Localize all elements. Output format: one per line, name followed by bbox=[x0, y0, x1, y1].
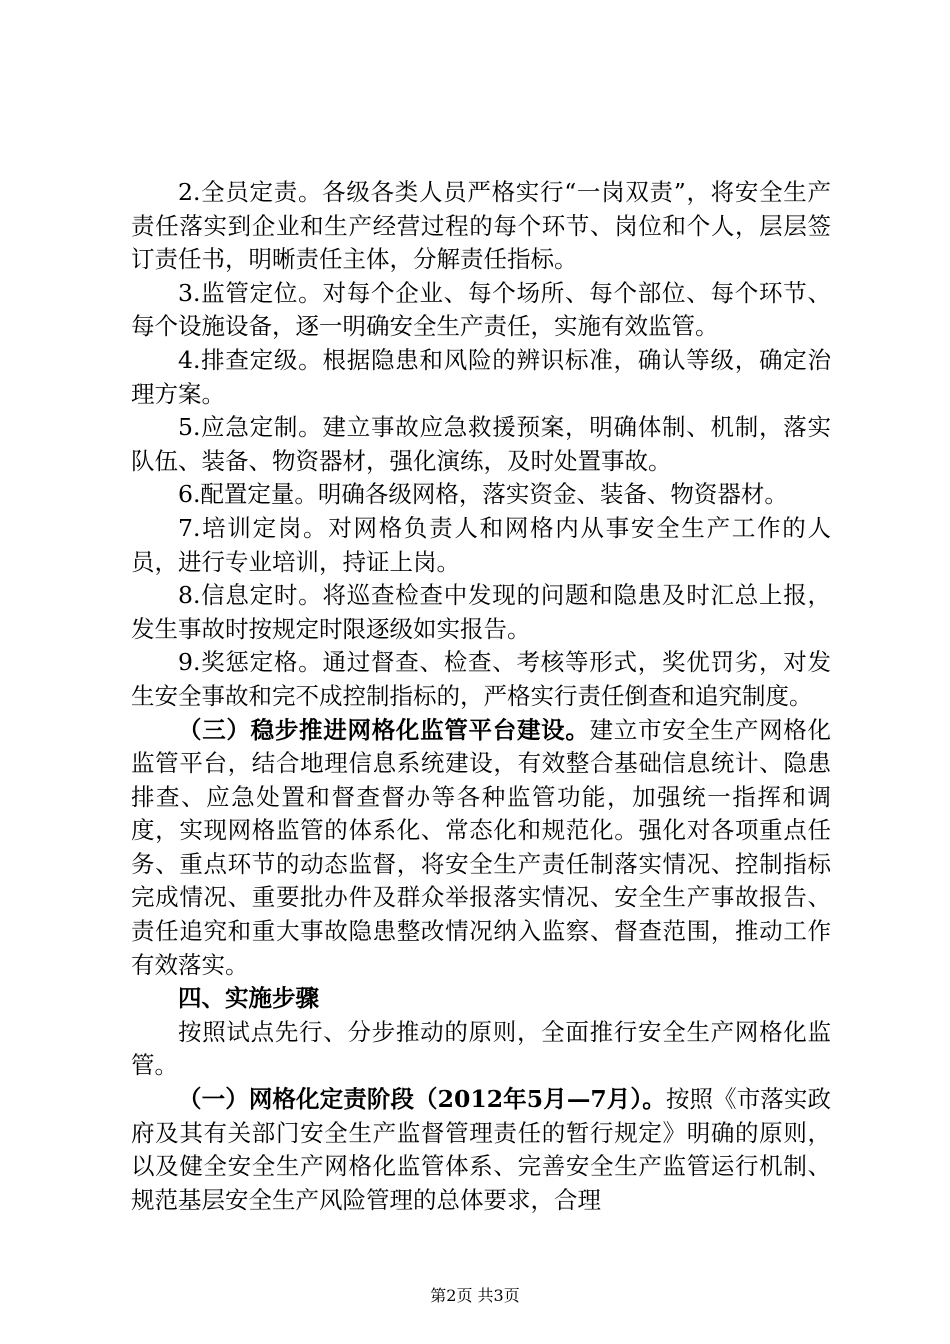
document-body bbox=[131, 176, 831, 1217]
paragraph-section-3: （三）稳步推进网格化监管平台建设。建立市安全生产网格化监管平台，结合地理信息系统建设，有效整合基础信息统计、隐患排查、应急处置和督查督办等各种监管功能，加强统一指挥和调度，实现网格监管的体系化、常态化和规范化。强化对各项重点任务、重点环节的动态监督，将安全生产责任制落实情况、控制指标完成情况、重要批办件及群众举报落实情况、安全生产事故报告、责任追究和重大事故隐患整改情况纳入监察、督查范围，推动工作有效落实。 bbox=[131, 715, 832, 979]
paragraph-item-3: 3.监管定位。对每个企业、每个场所、每个部位、每个环节、每个设施设备，逐一明确安全生产责任，实施有效监管。 bbox=[131, 278, 831, 341]
paragraph-principle: 按照试点先行、分步推动的原则，全面推行安全生产网格化监管。 bbox=[131, 1017, 831, 1080]
phase-heading-1: （一）网格化定责阶段（2012年5月—7月）。 bbox=[178, 1085, 666, 1114]
heading-implementation-steps bbox=[131, 982, 831, 1016]
chapter-heading-4: 四、实施步骤 bbox=[178, 984, 319, 1013]
paragraph-item-2: 2.全员定责。各级各类人员严格实行“一岗双责”，将安全生产责任落实到企业和生产经营过程的每个环节、岗位和个人，层层签订责任书，明晰责任主体，分解责任指标。 bbox=[131, 178, 831, 274]
paragraph-phase-1: （一）网格化定责阶段（2012年5月—7月）。按照《市落实政府及其有关部门安全生产监督管理责任的暂行规定》明确的原则，以及健全安全生产网格化监管体系、完善安全生产监管运行机制、规范基层安全生产风险管理的总体要求，合理 bbox=[131, 1085, 832, 1214]
paragraph-item-6: 6.配置定量。明确各级网格，落实资金、装备、物资器材。 bbox=[178, 480, 788, 509]
paragraph-item-4: 4.排查定级。根据隐患和风险的辨识标准，确认等级，确定治理方案。 bbox=[131, 345, 831, 408]
section-heading-3: （三）稳步推进网格化监管平台建设。 bbox=[178, 715, 590, 744]
paragraph-item-7: 7.培训定岗。对网格负责人和网格内从事安全生产工作的人员，进行专业培训，持证上岗。 bbox=[131, 513, 831, 576]
paragraph-item-9: 9.奖惩定格。通过督查、检查、考核等形式，奖优罚劣，对发生安全事故和完不成控制指标的，严格实行责任倒查和追究制度。 bbox=[131, 648, 831, 710]
paragraph-item-5: 5.应急定制。建立事故应急救援预案，明确体制、机制，落实队伍、装备、物资器材，强化演练，及时处置事故。 bbox=[131, 413, 831, 475]
paragraph-item-8: 8.信息定时。将巡查检查中发现的问题和隐患及时汇总上报，发生事故时按规定时限逐级如实报告。 bbox=[131, 581, 831, 643]
page-footer: 第2页 共3页 bbox=[430, 1286, 520, 1305]
